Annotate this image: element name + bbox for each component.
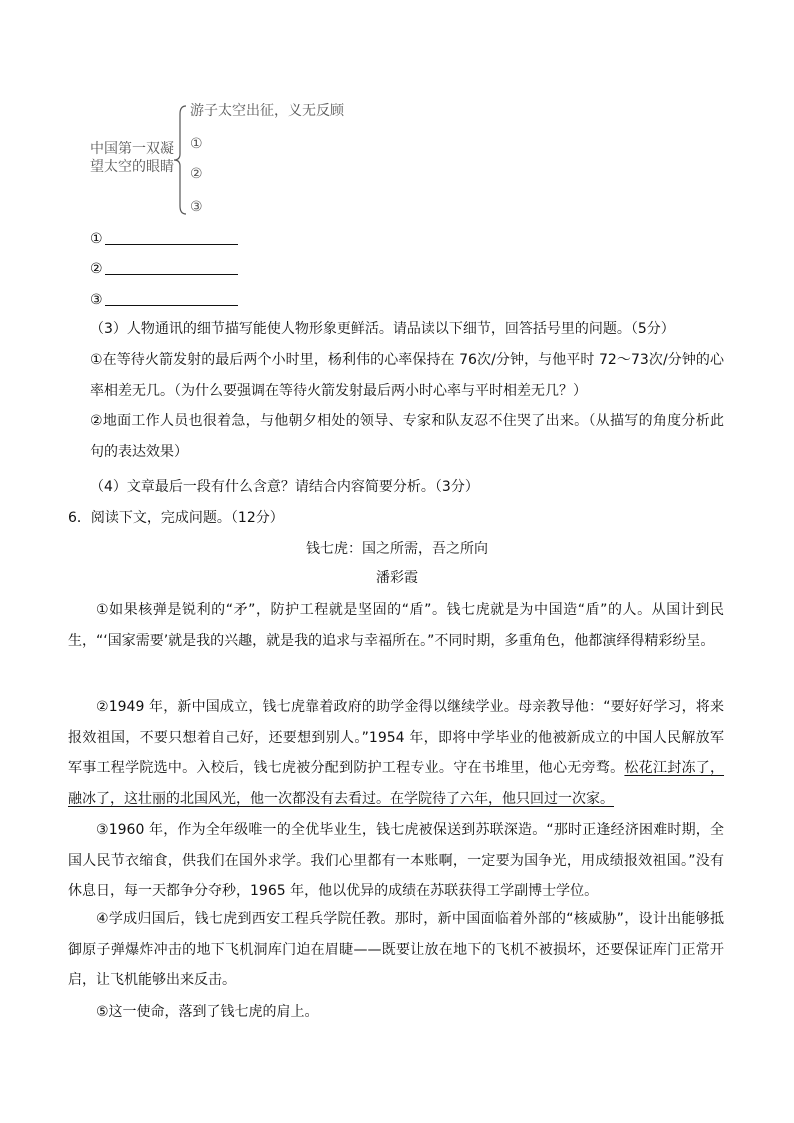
paragraph-3: ③1960 年，作为全年级唯一的全优毕业生，钱七虎被保送到苏联深造。“那时正逢经济困难时期，全国人民节衣缩食，供我们在国外求学。我们心里都有一本账啊，一定要为国争光，用成绩报效祖国。”没有休息日，每一天都争分夺秒，1965 年，他以优异的成绩在苏联获得工学副博士学位。 bbox=[68, 822, 724, 899]
underlined-sentence: 松花江封冻了，融冰了，这壮丽的北国风光，他一次都没有去看过。在学院待了六年，他只回过一次家。 bbox=[68, 760, 725, 807]
paragraph-5: ⑤这一使命，落到了钱七虎的肩上。 bbox=[96, 1004, 319, 1020]
brace-icon bbox=[172, 104, 188, 216]
question-4: （4）文章最后一段有什么含意？请结合内容简要分析。（3分） bbox=[90, 479, 479, 495]
diagram-branch: 游子太空出征，义无反顾 bbox=[190, 103, 344, 119]
paragraph-2: ②1949 年，新中国成立，钱七虎靠着政府的助学金得以继续学业。母亲教导他：“要好好学习，将来报效祖国，不要只想着自己好，还要想到别人。”1954 年，即将中学毕业的他被新成立的中国人民解放军军事工程学院选中。入校后，钱七虎被分配到防护工程专业。守在书堆里，他心无旁骛。松花江封冻了，融冰了，这壮丽的北国风光，他一次都没有去看过。在学院待了六年，他只回过一次家。 bbox=[68, 699, 725, 807]
article-author: 潘彩霞 bbox=[376, 570, 418, 586]
answer-line[interactable] bbox=[105, 228, 238, 245]
diagram-branch: ③ bbox=[190, 199, 203, 215]
article-title: 钱七虎：国之所需，吾之所向 bbox=[306, 541, 488, 557]
question-3-item-1: ①在等待火箭发射的最后两个小时里，杨利伟的心率保持在 76次/分钟，与他平时 72～73次/分钟的心率相差无几。（为什么要强调在等待火箭发射最后两小时心率与平时相差无几？） bbox=[90, 352, 724, 399]
answer-line[interactable] bbox=[105, 258, 238, 275]
diagram-branch: ② bbox=[190, 166, 203, 182]
paragraph-1: ①如果核弹是锐利的“矛”，防护工程就是坚固的“盾”。钱七虎就是为中国造“盾”的人。从国计到民生，“‘国家需要’就是我的兴趣，就是我的追求与幸福所在。”不同时期，多重角色，他都演绎得精彩纷呈。 bbox=[68, 602, 724, 649]
answer-blank-1: ① bbox=[90, 224, 238, 254]
paragraph-4: ④学成归国后，钱七虎到西安工程兵学院任教。那时，新中国面临着外部的“核威胁”，设计出能够抵御原子弹爆炸冲击的地下飞机洞库门迫在眉睫——既要让放在地下的飞机不被损坏，还要保证库门正常开启，让飞机能够出来反击。 bbox=[68, 911, 724, 988]
diagram-branch: ① bbox=[190, 136, 203, 152]
diagram-root: 中国第一双凝 望太空的眼睛 bbox=[90, 141, 174, 175]
answer-blank-2: ② bbox=[90, 254, 238, 284]
section-6-heading: 6．阅读下文，完成问题。（12分） bbox=[68, 510, 284, 526]
answer-blank-3: ③ bbox=[90, 285, 238, 315]
question-3: （3）人物通讯的细节描写能使人物形象更鲜活。请品读以下细节，回答括号里的问题。（5分） bbox=[90, 321, 675, 337]
question-3-item-2: ②地面工作人员也很着急，与他朝夕相处的领导、专家和队友忍不住哭了出来。（从描写的角度分析此句的表达效果） bbox=[90, 413, 724, 460]
answer-line[interactable] bbox=[105, 289, 238, 306]
